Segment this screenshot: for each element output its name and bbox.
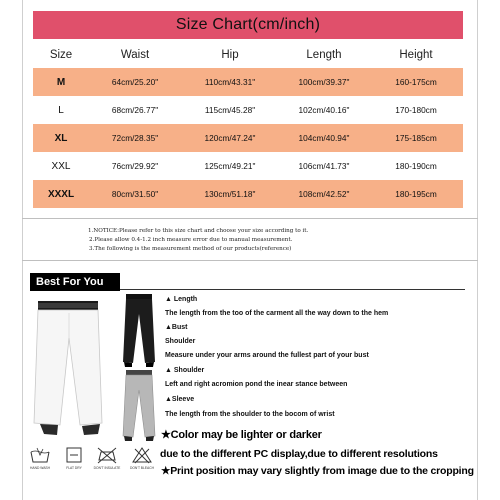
size-cell: XL: [54, 132, 68, 144]
do-not-bleach-icon: [131, 446, 153, 464]
white-pants-image: [30, 293, 110, 443]
display-note: due to the different PC display,due to different resolutions: [160, 448, 438, 460]
care-label: FLAT DRY: [66, 466, 82, 470]
header-hip: Hip: [221, 49, 239, 61]
height-cell: 170-180cm: [395, 105, 437, 115]
hip-cell: 110cm/43.31": [204, 77, 256, 87]
measure-text: The length from the shoulder to the bocom of wrist: [165, 411, 335, 418]
header-waist: Waist: [120, 49, 150, 61]
table-row: [33, 124, 463, 152]
height-cell: 180-195cm: [395, 189, 437, 199]
length-cell: 108cm/42.52": [298, 189, 350, 199]
header-length: Length: [306, 49, 342, 61]
waist-cell: 68cm/26.77": [111, 105, 159, 115]
size-cell: M: [56, 76, 66, 88]
section-divider: [22, 260, 478, 261]
measure-text: Measure under your arms around the fullest part of your bust: [165, 352, 369, 359]
table-row: [33, 96, 463, 124]
care-do-not-bleach: [125, 446, 159, 470]
notice-block: [88, 227, 438, 254]
color-note: ★Color may be lighter or darker: [161, 429, 322, 441]
right-border: [477, 0, 478, 500]
size-cell: XXL: [51, 160, 71, 172]
header-size: Size: [49, 49, 73, 61]
hand-wash-icon: [29, 446, 51, 464]
measure-title: ▲Bust: [165, 324, 188, 331]
notice-line: 1.NOTICE:Please refer to this size chart and choose your size according to it.: [88, 228, 309, 234]
print-note: ★Print position may vary slightly from image due to the cropping: [161, 465, 474, 477]
care-flat-dry: [57, 446, 91, 470]
height-cell: 175-185cm: [395, 133, 437, 143]
care-do-not-insulate: [90, 446, 124, 470]
measure-title: ▲ Length: [165, 296, 198, 303]
table-row: [33, 152, 463, 180]
height-cell: 180-190cm: [395, 161, 437, 171]
table-row: [33, 180, 463, 208]
care-label: HAND WASH: [29, 466, 51, 470]
measure-title: ▲Sleeve: [165, 396, 195, 403]
length-cell: 100cm/39.37": [298, 77, 350, 87]
care-label: DON'T INSULATE: [93, 466, 121, 470]
black-pants-image: [118, 292, 158, 370]
waist-cell: 64cm/25.20": [111, 77, 159, 87]
waist-cell: 72cm/28.35": [111, 133, 159, 143]
height-cell: 160-175cm: [395, 77, 437, 87]
table-header-row: [33, 42, 463, 68]
banner-rule: [120, 289, 465, 290]
waist-cell: 80cm/31.50": [111, 189, 159, 199]
measure-title: ▲ Shoulder: [165, 367, 205, 374]
left-border: [22, 0, 23, 500]
measure-text: Left and right acromion pond the inear stance between: [165, 381, 348, 388]
section-divider: [22, 218, 478, 219]
notice-line: 3.The following is the measurement method of our products(reference): [89, 246, 292, 252]
care-label: DON'T BLEACH: [129, 466, 155, 470]
length-cell: 106cm/41.73": [298, 161, 350, 171]
header-height: Height: [399, 49, 433, 61]
measure-text: The length from the too of the carment all the way down to the hem: [165, 310, 389, 317]
grey-pants-image: [118, 368, 158, 444]
do-not-insulate-icon: [96, 446, 118, 464]
waist-cell: 76cm/29.92": [111, 161, 159, 171]
hip-cell: 130cm/51.18": [204, 189, 256, 199]
size-chart-title: Size Chart(cm/inch): [33, 11, 463, 39]
measure-title: Shoulder: [165, 338, 196, 345]
hip-cell: 115cm/45.28": [204, 105, 256, 115]
length-cell: 104cm/40.94": [298, 133, 350, 143]
care-hand-wash: [23, 446, 57, 470]
size-cell: XXXL: [47, 188, 75, 200]
table-row: [33, 68, 463, 96]
flat-dry-icon: [65, 446, 83, 464]
hip-cell: 125cm/49.21": [204, 161, 256, 171]
hip-cell: 120cm/47.24": [204, 133, 256, 143]
best-for-you-banner: Best For You: [30, 273, 120, 291]
notice-line: 2.Please allow 0.4-1.2 inch measure error due to manual measurement.: [89, 237, 293, 243]
length-cell: 102cm/40.16": [298, 105, 350, 115]
size-cell: L: [58, 104, 64, 116]
